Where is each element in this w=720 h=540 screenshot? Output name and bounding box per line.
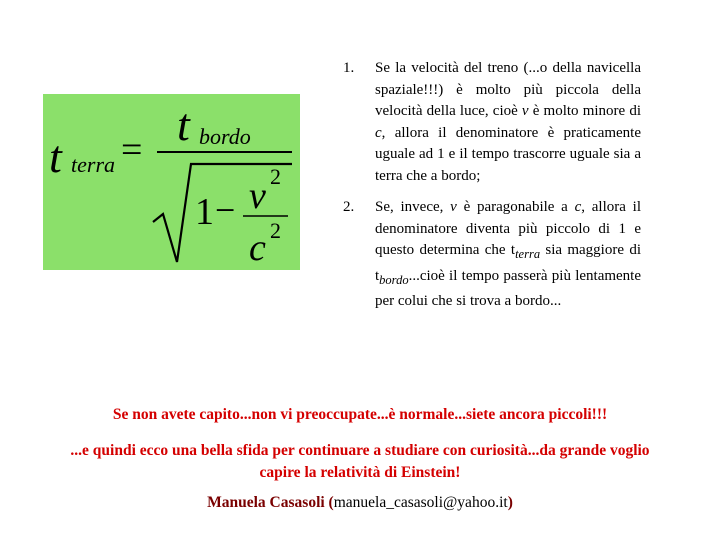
list-item-1 bbox=[343, 58, 641, 187]
challenge-line: ...e quindi ecco una bella sfida per continuare a studiare con curiosità...da grande voglio capire la relatività di Einstein! bbox=[70, 442, 650, 481]
encouragement-line: Se non avete capito...non vi preoccupate...è normale...siete ancora piccoli!!! bbox=[112, 406, 608, 423]
author-email[interactable]: manuela_casasoli@yahoo.it bbox=[333, 494, 508, 511]
lhs-t: t bbox=[49, 131, 62, 182]
c: c bbox=[249, 227, 266, 269]
v-exponent: 2 bbox=[270, 164, 281, 189]
equals-sign: = bbox=[121, 129, 143, 171]
formula-image bbox=[43, 94, 300, 270]
lhs-subscript: terra bbox=[71, 152, 115, 177]
minus-sign: − bbox=[215, 190, 236, 230]
time-dilation-formula bbox=[43, 94, 300, 270]
list-number: 1. bbox=[343, 60, 355, 76]
list-item-text: Se, invece, v è paragonabile a c, allora il denominatore diventa più piccolo di 1 e questo determina che $t_{terra}$ sia maggiore di $t_{bordo}...cioè$ il tempo passerà più lentamente per colui che si trova a bordo... bbox=[375, 199, 641, 309]
num-subscript: bordo bbox=[199, 124, 251, 149]
v: v bbox=[249, 175, 266, 217]
author-credit: Manuela Casasoli (manuela_casasoli@yahoo.it) bbox=[207, 494, 513, 511]
list-number: 2. bbox=[343, 199, 355, 215]
c-exponent: 2 bbox=[270, 218, 281, 243]
list-item-2 bbox=[343, 197, 641, 313]
explanation-list bbox=[343, 58, 641, 313]
list-item-text: Se la velocità del treno (...o della navicella spaziale!!!) è molto più piccola della velocità della luce, cioè v è molto minore di c, allora il denominatore è praticamente uguale ad 1 e il tempo trascorre uguale sia a terra che a bordo; bbox=[375, 60, 641, 184]
one: 1 bbox=[195, 191, 214, 233]
num-t: t bbox=[177, 99, 190, 150]
